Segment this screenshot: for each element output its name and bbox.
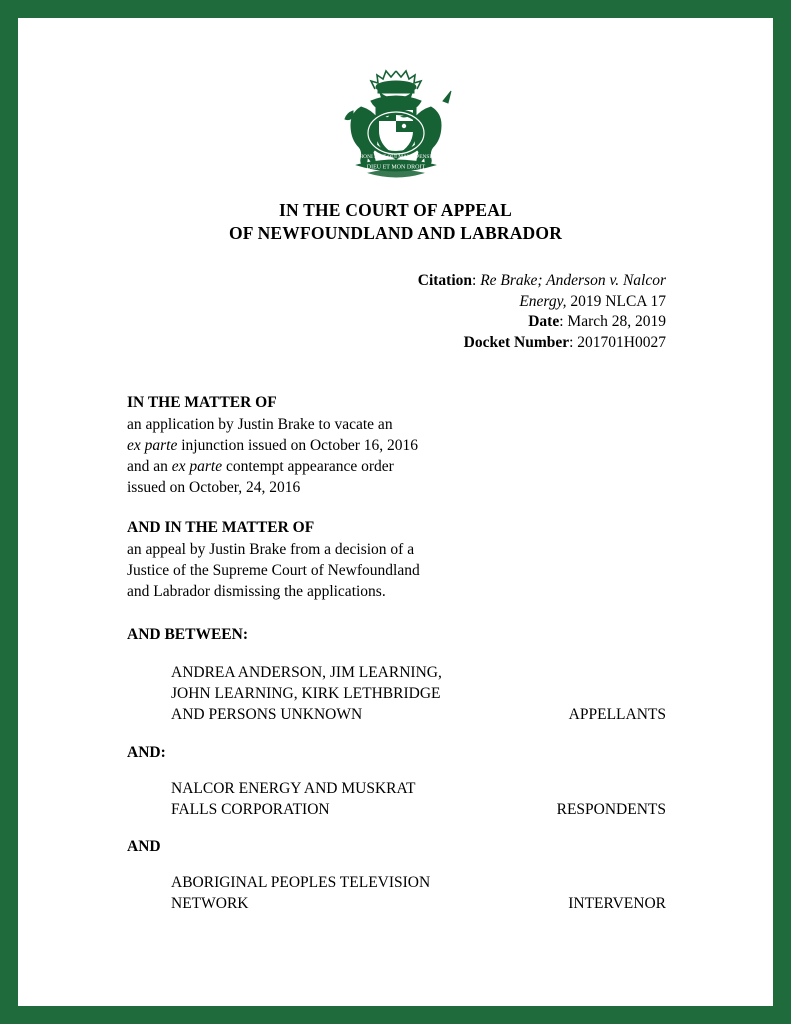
document-body <box>81 392 710 603</box>
citation-row-continued <box>81 292 666 313</box>
royal-coat-of-arms-crest-icon <box>331 67 461 185</box>
date-row <box>81 312 666 333</box>
citation-row <box>81 271 666 292</box>
party-names <box>127 872 545 914</box>
matter-1-line-2 <box>127 435 710 456</box>
matter-2-line-2: Justice of the Supreme Court of Newfoundland <box>127 562 420 580</box>
court-heading-line-1: IN THE COURT OF APPEAL <box>279 200 512 220</box>
matter-1-heading: IN THE MATTER OF <box>127 393 277 411</box>
party-role: INTERVENOR <box>568 894 666 912</box>
matter-1-line-3-pre: and an <box>127 457 172 475</box>
matter-1-line-3-rest: contempt appearance order <box>222 457 394 475</box>
matter-1-line-4: issued on October, 24, 2016 <box>127 478 301 496</box>
crest-container <box>81 67 710 185</box>
docket-value: : 201701H0027 <box>569 334 666 352</box>
party-name-line: FALLS CORPORATION <box>171 800 330 818</box>
party-name-line: NALCOR ENERGY AND MUSKRAT <box>171 779 416 797</box>
matter-1-line-3 <box>127 456 710 477</box>
party-row <box>81 662 710 725</box>
matter-section-2 <box>127 517 710 602</box>
matter-2-line-3: and Labrador dismissing the applications. <box>127 583 386 601</box>
citation-case-name: Re Brake; Anderson v. Nalcor <box>480 272 666 290</box>
and-between-label: AND BETWEEN: <box>127 626 249 644</box>
matter-2-line-1: an appeal by Justin Brake from a decision of a <box>127 541 415 559</box>
date-label: Date <box>528 313 560 331</box>
party-connector: AND: <box>127 743 166 761</box>
court-heading <box>81 199 710 245</box>
party-names <box>127 662 545 725</box>
matter-section-1 <box>127 392 710 498</box>
docket-row <box>81 333 666 354</box>
svg-text:DIEU ET MON DROIT: DIEU ET MON DROIT <box>366 164 425 171</box>
citation-separator: : <box>472 272 481 290</box>
date-value: : March 28, 2019 <box>559 313 666 331</box>
party-row <box>81 872 710 914</box>
party-name-line: ANDREA ANDERSON, JIM LEARNING, <box>171 664 442 682</box>
party-row <box>81 778 710 820</box>
citation-reference: 2019 NLCA 17 <box>566 292 666 310</box>
matter-1-line-2-italic: ex parte <box>127 436 178 454</box>
citation-label: Citation <box>417 272 472 290</box>
party-role: RESPONDENTS <box>556 800 666 818</box>
matter-1-line-1: an application by Justin Brake to vacate an <box>127 415 393 433</box>
matter-1-line-2-rest: injunction issued on October 16, 2016 <box>177 436 419 454</box>
svg-text:HONI SOIT QUI MAL Y PENSE: HONI SOIT QUI MAL Y PENSE <box>358 154 433 160</box>
party-connector: AND <box>127 837 161 855</box>
docket-label: Docket Number <box>463 334 570 352</box>
party-name-line: ABORIGINAL PEOPLES TELEVISION <box>171 873 431 891</box>
party-name-line: JOHN LEARNING, KIRK LETHBRIDGE <box>171 685 441 703</box>
citation-case-name-cont: Energy, <box>519 292 567 310</box>
matter-1-line-3-italic: ex parte <box>171 457 223 475</box>
document-page <box>18 18 773 1006</box>
court-heading-line-2: OF NEWFOUNDLAND AND LABRADOR <box>228 223 563 244</box>
citation-block <box>81 271 710 353</box>
party-names <box>127 778 545 820</box>
party-name-line: NETWORK <box>171 894 249 912</box>
party-role: APPELLANTS <box>568 706 666 724</box>
matter-2-heading: AND IN THE MATTER OF <box>127 519 315 537</box>
party-name-line: AND PERSONS UNKNOWN <box>171 706 363 724</box>
